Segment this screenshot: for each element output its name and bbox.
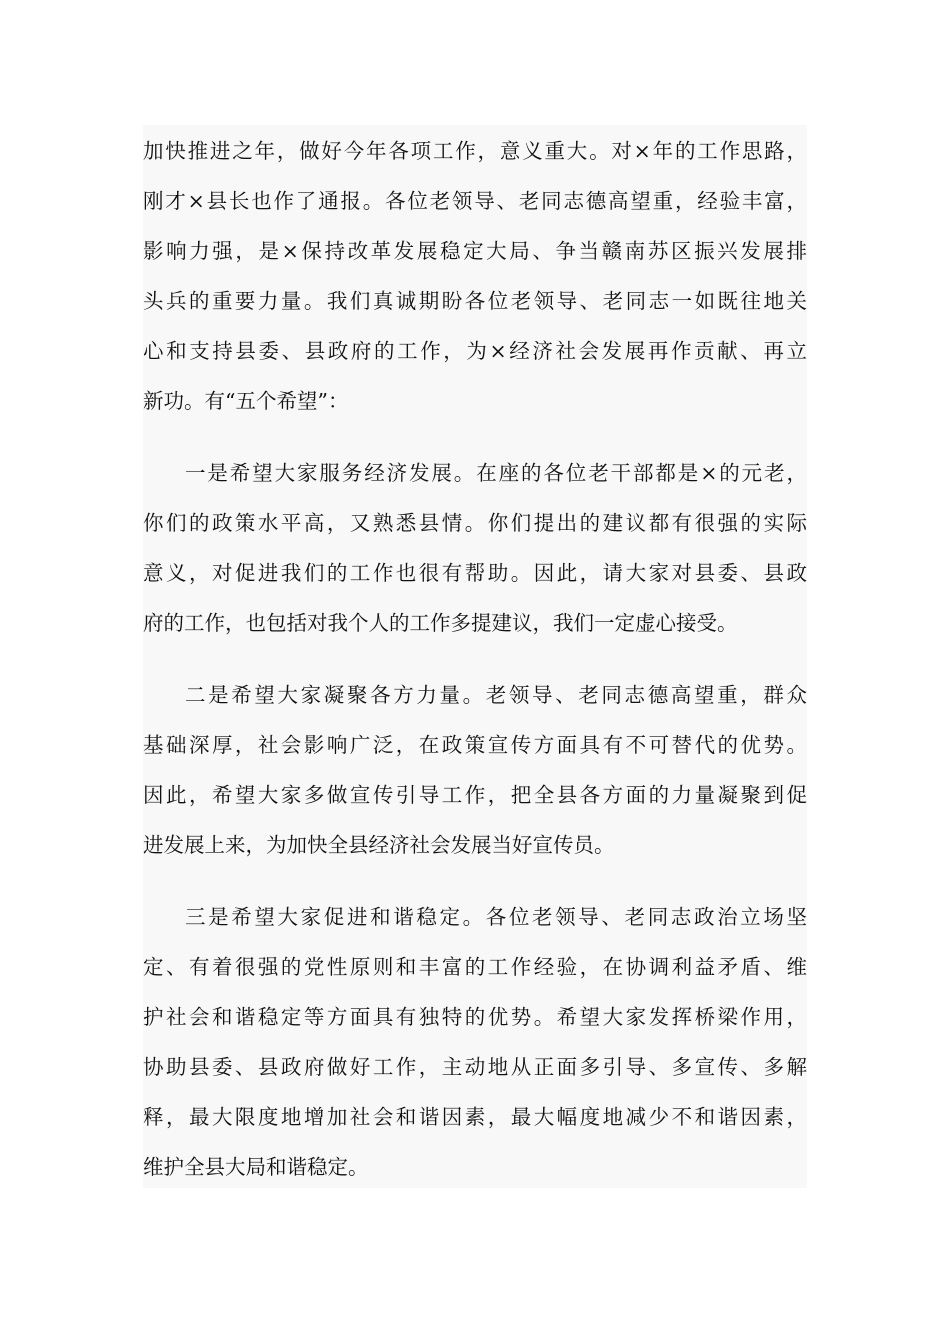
paragraph-3-line-2: 基础深厚，社会影响广泛，在政策宣传方面具有不可替代的优势。 [143,733,807,757]
paragraph-1-line-1: 加快推进之年，做好今年各项工作，意义重大。对×年的工作思路， [143,139,807,163]
paragraph-1-line-5: 心和支持县委、县政府的工作，为×经济社会发展再作贡献、再立 [143,339,807,363]
document-body [143,125,807,1188]
paragraph-3-line-3: 因此，希望大家多做宣传引导工作，把全县各方面的力量凝聚到促 [143,783,807,807]
paragraph-2-line-2: 你们的政策水平高，又熟悉县情。你们提出的建议都有很强的实际 [143,511,807,535]
paragraph-1-line-4: 头兵的重要力量。我们真诚期盼各位老领导、老同志一如既往地关 [143,289,807,313]
paragraph-1-line-3: 影响力强，是×保持改革发展稳定大局、争当赣南苏区振兴发展排 [143,239,807,263]
paragraph-4-line-1: 三是希望大家促进和谐稳定。各位老领导、老同志政治立场坚 [185,905,807,929]
paragraph-2-line-3: 意义，对促进我们的工作也很有帮助。因此，请大家对县委、县政 [143,561,807,585]
paragraph-4-line-4: 协助县委、县政府做好工作，主动地从正面多引导、多宣传、多解 [143,1055,807,1079]
paragraph-1-line-6: 新功。有“五个希望”： [143,389,349,413]
paragraph-4-line-3: 护社会和谐稳定等方面具有独特的优势。希望大家发挥桥梁作用， [143,1005,807,1029]
paragraph-1-line-2: 刚才×县长也作了通报。各位老领导、老同志德高望重，经验丰富， [143,189,807,213]
paragraph-4-line-2: 定、有着很强的党性原则和丰富的工作经验，在协调利益矛盾、维 [143,955,807,979]
paragraph-4-line-5: 释，最大限度地增加社会和谐因素，最大幅度地减少不和谐因素， [143,1105,807,1129]
paragraph-4-line-6: 维护全县大局和谐稳定。 [143,1155,369,1179]
paragraph-2-line-4: 府的工作，也包括对我个人的工作多提建议，我们一定虚心接受。 [143,611,738,635]
paragraph-2-line-1: 一是希望大家服务经济发展。在座的各位老干部都是×的元老， [185,461,807,485]
paragraph-3-line-1: 二是希望大家凝聚各方力量。老领导、老同志德高望重，群众 [185,683,807,707]
paragraph-3-line-4: 进发展上来，为加快全县经济社会发展当好宣传员。 [143,833,615,857]
